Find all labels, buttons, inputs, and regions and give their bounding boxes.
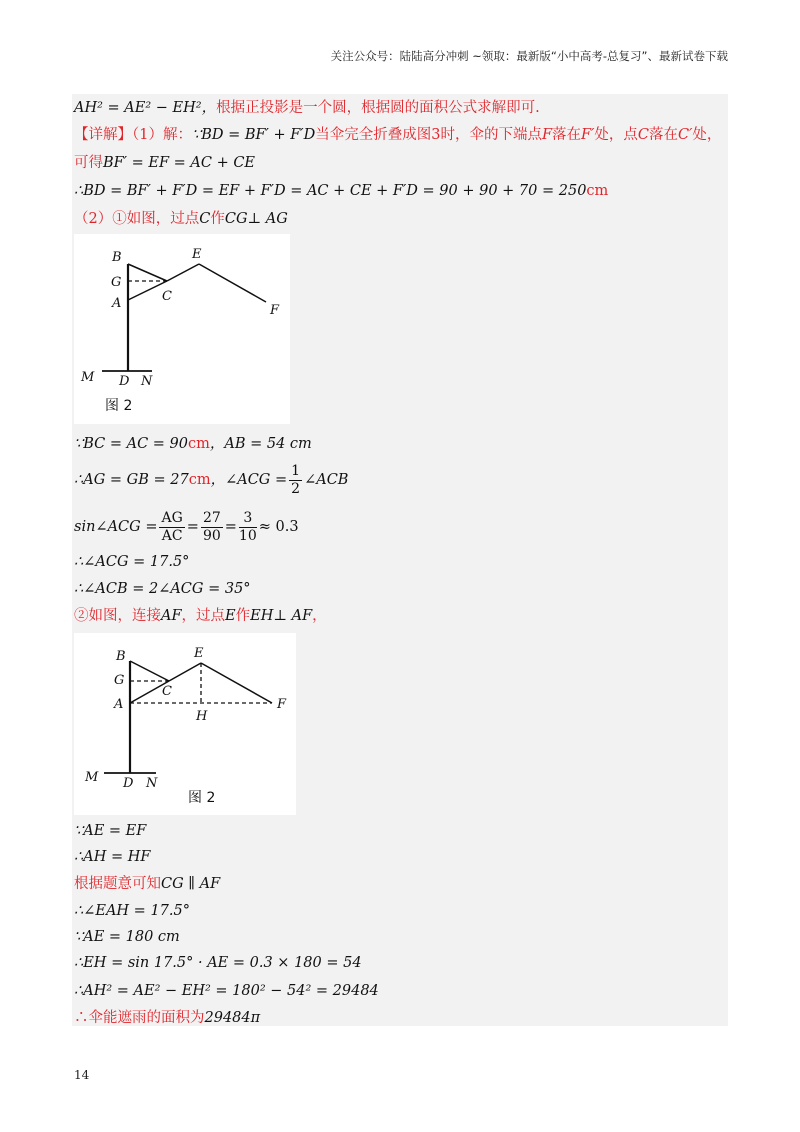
label-E: E bbox=[192, 247, 202, 262]
detail-line-14: 根据题意可知CG ∥ AF bbox=[74, 876, 221, 892]
detail-line-10: ∴∠ACB = 2∠ACG = 35° bbox=[74, 581, 251, 597]
label-G: G bbox=[114, 673, 125, 688]
detail-line-7: ∴AG = GB = 27cm，∠ACG = $\frac{1}{2}$ ∠ACB bbox=[74, 462, 349, 497]
umbrella-figure-1 bbox=[74, 234, 290, 424]
detail-line-17: ∴EH = sin 17.5° · AE = 0.3 × 180 = 54 bbox=[74, 955, 362, 971]
detail-line-18: ∴AH² = AE² − EH² = 180² − 54² = 29484 bbox=[74, 983, 379, 999]
label-M: M bbox=[85, 770, 99, 785]
label-N: N bbox=[146, 776, 158, 791]
page-number: 14 bbox=[74, 1068, 90, 1082]
label-B: B bbox=[116, 649, 126, 664]
detail-line-3: 可得BF′ = EF = AC + CE bbox=[74, 155, 256, 171]
figure-2-caption: 图 2 bbox=[188, 790, 216, 806]
page-header: 关注公众号：陆陆高分冲刺 ~领取：最新版“小中高考-总复习”、最新试卷下载 bbox=[330, 49, 728, 63]
detail-line-13: ∴AH = HF bbox=[74, 849, 151, 865]
detail-line-2: 【详解】（1）解：∵BD = BF′ + F′D当伞完全折叠成图3时，伞的下端点F落在F′处，点C落在C′处， bbox=[74, 127, 722, 143]
label-D: D bbox=[119, 374, 130, 389]
label-F: F bbox=[270, 303, 280, 318]
figure-1-caption: 图 2 bbox=[105, 398, 133, 414]
detail-line-16: ∵AE = 180 cm bbox=[74, 929, 180, 945]
label-C: C bbox=[162, 684, 172, 699]
fraction-half: $\frac{1}{2}$ bbox=[291, 462, 301, 497]
detail-line-6: ∵BC = AC = 90cm，AB = 54 cm bbox=[74, 436, 312, 452]
label-C: C bbox=[162, 289, 172, 304]
detail-line-19: ∴伞能遮雨的面积为29484π bbox=[74, 1010, 261, 1026]
label-N: N bbox=[141, 374, 153, 389]
formula-line-1: AH² = AE² − EH²，根据正投影是一个圆，根据圆的面积公式求解即可. bbox=[74, 100, 540, 116]
detail-line-5: （2）①如图，过点C作CG⊥ AG bbox=[74, 211, 288, 227]
label-A: A bbox=[112, 296, 122, 311]
detail-line-12: ∵AE = EF bbox=[74, 823, 147, 839]
label-F: F bbox=[277, 697, 287, 712]
detail-line-8: sin∠ACG = $\frac{AG}{AC}$ = $\frac{27}{90}$ = $\frac{3}{10}$ ≈ 0.3 bbox=[74, 509, 299, 544]
umbrella-figure-2 bbox=[74, 633, 296, 815]
label-M: M bbox=[81, 370, 95, 385]
detail-line-9: ∴∠ACG = 17.5° bbox=[74, 554, 190, 570]
detail-line-4: ∴BD = BF′ + F′D = EF + F′D = AC + CE + F′D = 90 + 90 + 70 = 250cm bbox=[74, 183, 609, 199]
detail-line-11: ②如图，连接AF，过点E作EH⊥ AF， bbox=[74, 608, 327, 624]
label-A: A bbox=[114, 697, 124, 712]
detail-tag: 【详解】 bbox=[74, 127, 132, 143]
label-E: E bbox=[194, 646, 204, 661]
label-B: B bbox=[112, 250, 122, 265]
detail-line-15: ∴∠EAH = 17.5° bbox=[74, 903, 190, 919]
label-G: G bbox=[111, 275, 122, 290]
label-H: H bbox=[196, 709, 208, 724]
label-D: D bbox=[123, 776, 134, 791]
